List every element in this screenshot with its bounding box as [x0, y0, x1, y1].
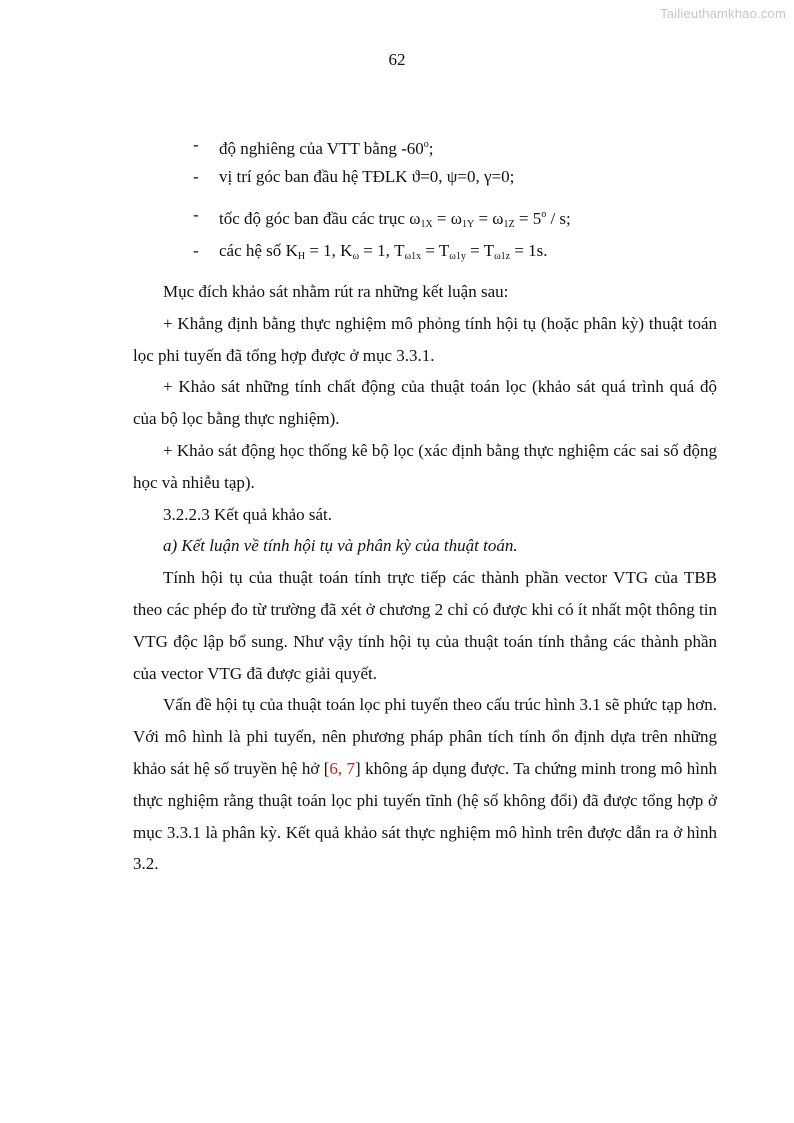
paragraph: Tính hội tụ của thuật toán tính trực tiếp các thành phần vector VTG của TBB theo các phép đo từ trường đã xét ở chương 2 chỉ có được khi có ít nhất một thông tin VTG độc lập bổ sung. Như vậy tính hội tụ của thuật toán tính thẳng các thành phần của vector VTG đã được giải quyết.: [133, 568, 717, 683]
body-text: [133, 276, 717, 880]
list-item: [0, 164, 794, 190]
paragraph: + Khảo sát động học thống kê bộ lọc (xác định bằng thực nghiệm các sai số động học và nhiễu tạp).: [133, 440, 717, 492]
paragraph: + Khảo sát những tính chất động của thuật toán lọc (khảo sát quá trình quá độ của bộ lọc bằng thực nghiệm).: [133, 377, 717, 429]
list-item: [0, 132, 794, 158]
paragraph: Mục đích khảo sát nhằm rút ra những kết luận sau:: [163, 282, 509, 301]
angular-velocity-formula: $\omega_{1X} = \omega_{1Y} = \omega_{1Z} = 5^o / s$;: [409, 209, 571, 230]
coefficients-formula: $K_H = 1$, $K_\omega = 1$, $T_{\omega 1x} = T_{\omega 1y} = T_{\omega 1z} = 1s$.: [285, 241, 548, 262]
list-dash: -: [193, 205, 199, 224]
list-item-text: độ nghiêng của VTT bằng -60$^o$;: [219, 139, 434, 158]
paragraph: Vấn đề hội tụ của thuật toán lọc phi tuyến theo cấu trúc hình 3.1 sẽ phức tạp hơn. Với mô hình là phi tuyến, nên phương pháp phân tích tính ổn định dựa trên những khảo sát hệ số truyền hệ hở [6, 7] không áp dụng được. Ta chứng minh trong mô hình thực nghiệm rằng thuật toán lọc phi tuyến tĩnh (hệ số không đổi) đã được tổng hợp ở mục 3.3.1 là phân kỳ. Kết quả khảo sát thực nghiệm mô hình trên được dẫn ra ở hình 3.2.: [133, 695, 718, 874]
list-item-text: các hệ số $K_H = 1$, $K_\omega = 1$, $T_{\omega 1x} = T_{\omega 1y} = T_{\omega 1z} = 1s$.: [219, 241, 548, 262]
list-dash: -: [193, 241, 199, 260]
list-item: [0, 202, 794, 228]
citation-link[interactable]: 6, 7: [329, 758, 356, 778]
list-item-text: tốc độ góc ban đầu các trục $\omega_{1X} = \omega_{1Y} = \omega_{1Z} = 5^o / s$;: [219, 209, 571, 230]
list-dash: -: [193, 167, 199, 186]
paragraph: + Khẳng định bằng thực nghiệm mô phỏng tính hội tụ (hoặc phân kỳ) thuật toán lọc phi tuyến đã tổng hợp được ở mục 3.3.1.: [133, 313, 717, 365]
italic-subheading: a) Kết luận về tính hội tụ và phân kỳ của thuật toán.: [163, 536, 518, 556]
list-dash: -: [193, 135, 199, 154]
watermark: Tailieuthamkhao.com: [660, 6, 786, 21]
page-number: 62: [388, 50, 406, 69]
list-item: [0, 238, 794, 264]
list-item-text: vị trí góc ban đầu hệ TĐLK ϑ=0, ψ=0, γ=0;: [219, 167, 515, 186]
section-heading: 3.2.2.3 Kết quả khảo sát.: [163, 504, 333, 524]
